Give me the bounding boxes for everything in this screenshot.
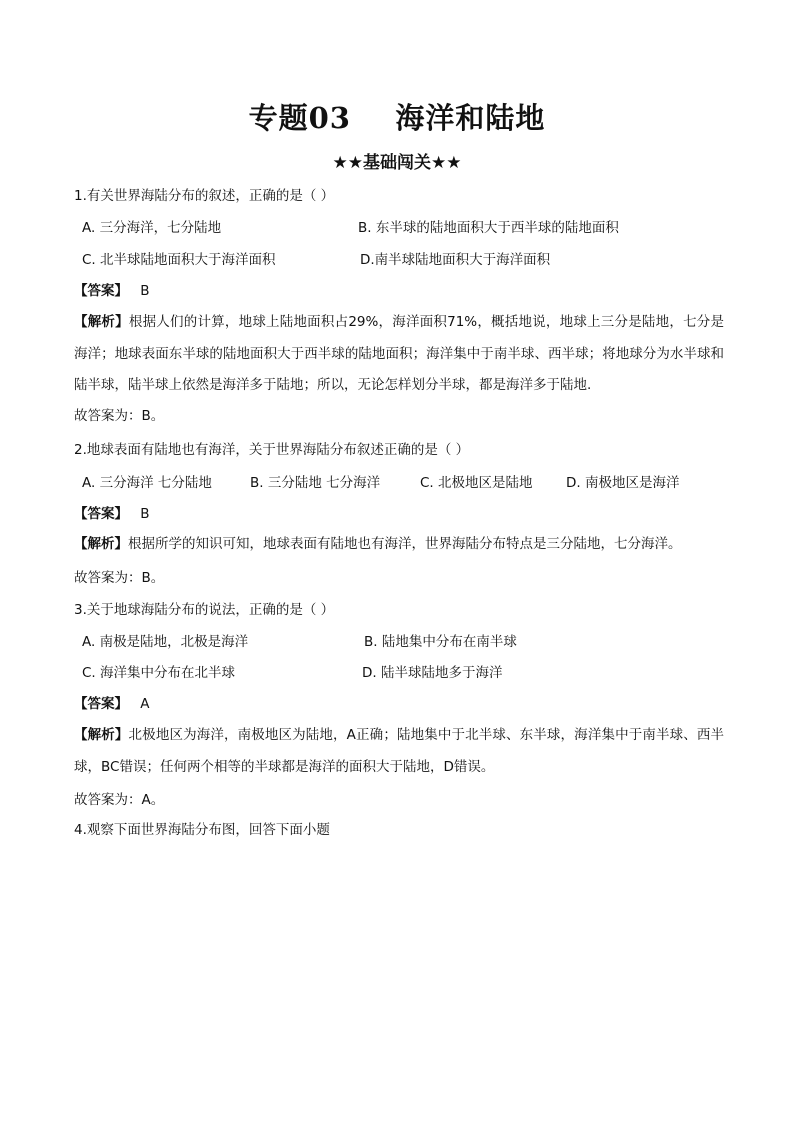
page-title: 专题03 海洋和陆地 (248, 101, 546, 135)
analysis-label: 【解析】 (74, 727, 129, 743)
analysis-text: 根据所学的知识可知，地球表面有陆地也有海洋，世界海陆分布特点是三分陆地，七分海洋。 (128, 536, 682, 552)
question-3-option-d: D. 陆半球陆地多于海洋 (362, 665, 503, 681)
question-2-option-a: A. 三分海洋 七分陆地 (82, 475, 212, 491)
question-3-conclusion: 故答案为：A。 (74, 792, 165, 808)
question-2-answer (74, 504, 150, 524)
question-1-analysis (74, 307, 724, 402)
question-1-option-a: A. 三分海洋，七分陆地 (82, 220, 222, 236)
section-subtitle: ★★基础闯关★★ (332, 153, 462, 173)
question-2-option-b: B. 三分陆地 七分海洋 (250, 475, 381, 491)
answer-value: B (140, 283, 150, 299)
question-1-option-d: D.南半球陆地面积大于海洋面积 (360, 252, 551, 268)
question-2-option-d: D. 南极地区是海洋 (566, 475, 680, 491)
question-1-stem: 1.有关世界海陆分布的叙述，正确的是（ ） (74, 188, 335, 204)
question-3-analysis (74, 720, 724, 783)
question-1-answer (74, 281, 150, 301)
answer-label: 【答案】 (74, 283, 128, 299)
question-3-stem: 3.关于地球海陆分布的说法，正确的是（ ） (74, 602, 335, 618)
answer-value: A (140, 696, 150, 712)
question-2-conclusion: 故答案为：B。 (74, 570, 165, 586)
answer-value: B (140, 506, 150, 522)
analysis-text: 根据人们的计算，地球上陆地面积占29%，海洋面积71%，概括地说，地球上三分是陆地，七分是海洋；地球表面东半球的陆地面积大于西半球的陆地面积；海洋集中于南半球、西半球；将地球分为水半球和陆半球，陆半球上依然是海洋多于陆地；所以，无论怎样划分半球，都是海洋多于陆地. (74, 314, 725, 393)
question-3-option-b: B. 陆地集中分布在南半球 (364, 634, 517, 650)
analysis-label: 【解析】 (74, 536, 128, 552)
answer-label: 【答案】 (74, 506, 128, 522)
question-1-option-b: B. 东半球的陆地面积大于西半球的陆地面积 (358, 220, 619, 236)
question-3-option-c: C. 海洋集中分布在北半球 (82, 665, 236, 681)
analysis-label: 【解析】 (74, 314, 129, 330)
question-1-option-c: C. 北半球陆地面积大于海洋面积 (82, 252, 276, 268)
question-3-answer (74, 694, 150, 714)
question-2-option-c: C. 北极地区是陆地 (420, 475, 533, 491)
question-1-conclusion: 故答案为：B。 (74, 408, 165, 424)
question-2-stem: 2.地球表面有陆地也有海洋，关于世界海陆分布叙述正确的是（ ） (74, 442, 470, 458)
answer-label: 【答案】 (74, 696, 128, 712)
analysis-text: 北极地区为海洋，南极地区为陆地，A正确；陆地集中于北半球、东半球，海洋集中于南半球、西半球，BC错误；任何两个相等的半球都是海洋的面积大于陆地，D错误。 (74, 727, 725, 775)
question-4-stem: 4.观察下面世界海陆分布图，回答下面小题 (74, 822, 330, 838)
question-2-analysis (74, 529, 724, 561)
question-3-option-a: A. 南极是陆地，北极是海洋 (82, 634, 249, 650)
